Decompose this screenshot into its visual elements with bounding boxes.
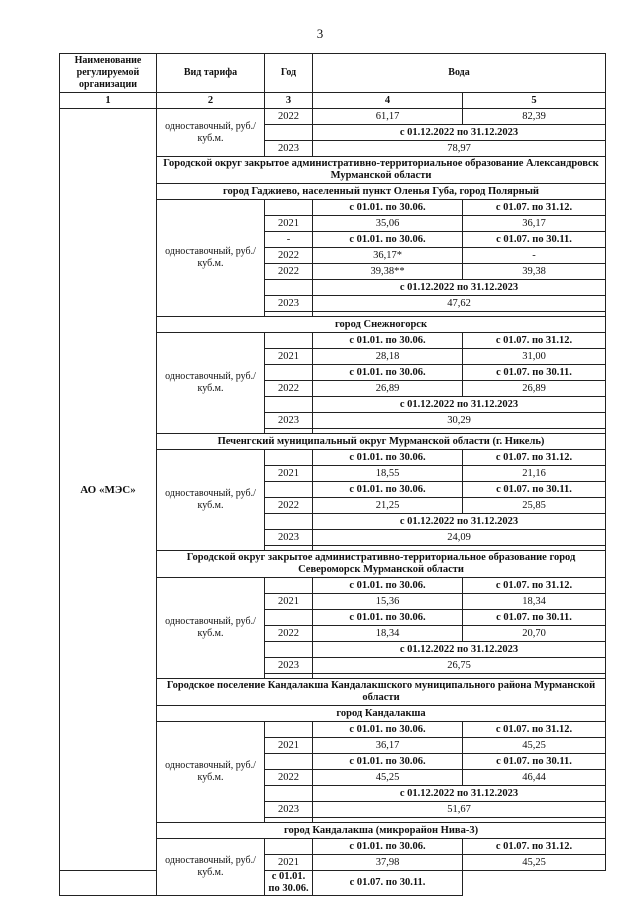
tariff-kind: одноставочный, руб./куб.м. <box>157 333 265 434</box>
value-cell: 51,67 <box>313 802 606 818</box>
section-title: Городское поселение Кандалакша Кандалакшского муниципального района Мурманской области <box>157 679 606 706</box>
period-label: с 01.01. по 30.06. <box>313 610 463 626</box>
section-subtitle: город Кандалакша <box>157 706 606 722</box>
section-subtitle: город Гаджиево, населенный пункт Оленья Губа, город Полярный <box>157 184 606 200</box>
year-cell: 2022 <box>265 498 313 514</box>
value-cell: 24,09 <box>313 530 606 546</box>
value-cell: 18,34 <box>463 594 606 610</box>
value-cell: 28,18 <box>313 349 463 365</box>
period-label: с 01.01. по 30.06. <box>313 365 463 381</box>
period-range: с 01.12.2022 по 31.12.2023 <box>313 280 606 296</box>
year-cell: 2021 <box>265 466 313 482</box>
value-cell: 47,62 <box>313 296 606 312</box>
year-cell: 2023 <box>265 296 313 312</box>
year-cell: 2022 <box>265 248 313 264</box>
tariff-kind: одноставочный, руб./куб.м. <box>157 839 265 896</box>
value-cell: 45,25 <box>463 738 606 754</box>
period-label: с 01.07. по 31.12. <box>463 333 606 349</box>
year-cell: 2022 <box>265 264 313 280</box>
period-label: с 01.07. по 30.11. <box>463 754 606 770</box>
value-cell: 15,36 <box>313 594 463 610</box>
section-title: город Снежногорск <box>157 317 606 333</box>
value-cell: - <box>463 248 606 264</box>
column-number: 2 <box>157 93 265 109</box>
period-label: с 01.01. по 30.06. <box>313 200 463 216</box>
value-cell: 39,38 <box>463 264 606 280</box>
year-cell: 2022 <box>265 109 313 125</box>
period-label: с 01.07. по 30.11. <box>463 482 606 498</box>
value-cell: 45,25 <box>463 855 606 871</box>
value-cell: 82,39 <box>463 109 606 125</box>
organization-name: АО «МЭС» <box>60 109 157 871</box>
year-cell: 2023 <box>265 141 313 157</box>
value-cell: 35,06 <box>313 216 463 232</box>
year-cell: 2021 <box>265 216 313 232</box>
period-label: с 01.07. по 31.12. <box>463 200 606 216</box>
period-label: с 01.07. по 30.11. <box>463 610 606 626</box>
value-cell: 26,89 <box>313 381 463 397</box>
period-label: с 01.01. по 30.06. <box>313 578 463 594</box>
period-label: с 01.01. по 30.06. <box>313 482 463 498</box>
value-cell: 20,70 <box>463 626 606 642</box>
period-range: с 01.12.2022 по 31.12.2023 <box>313 397 606 413</box>
year-cell: 2021 <box>265 855 313 871</box>
tariff-kind: одноставочный, руб./куб.м. <box>157 450 265 551</box>
value-cell: 26,75 <box>313 658 606 674</box>
period-label: с 01.01. по 30.06. <box>313 232 463 248</box>
value-cell: 78,97 <box>313 141 606 157</box>
section-title: Печенгский муниципальный округ Мурманской области (г. Никель) <box>157 434 606 450</box>
year-cell: 2023 <box>265 658 313 674</box>
year-cell: 2023 <box>265 802 313 818</box>
column-number: 3 <box>265 93 313 109</box>
section-title: Городской округ закрытое административно-территориальное образование Александровск Мурманской области <box>157 157 606 184</box>
year-cell: 2021 <box>265 594 313 610</box>
value-cell: 46,44 <box>463 770 606 786</box>
year-cell: 2023 <box>265 530 313 546</box>
tariff-kind: одноставочный, руб./куб.м. <box>157 722 265 823</box>
year-cell: 2022 <box>265 381 313 397</box>
value-cell: 36,17* <box>313 248 463 264</box>
period-label: с 01.07. по 30.11. <box>463 232 606 248</box>
value-cell: 37,98 <box>313 855 463 871</box>
value-cell: 45,25 <box>313 770 463 786</box>
period-label: с 01.07. по 30.11. <box>313 871 463 896</box>
period-label: с 01.01. по 30.06. <box>313 754 463 770</box>
period-range: с 01.12.2022 по 31.12.2023 <box>313 514 606 530</box>
section-title: Городской округ закрытое административно-территориальное образование город Североморск Мурманской области <box>157 551 606 578</box>
value-cell: 26,89 <box>463 381 606 397</box>
value-cell: 31,00 <box>463 349 606 365</box>
year-cell: 2022 <box>265 626 313 642</box>
section-title: город Кандалакша (микрорайон Нива-3) <box>157 823 606 839</box>
value-cell: 36,17 <box>313 738 463 754</box>
tariff-kind: одноставочный, руб./куб.м. <box>157 578 265 679</box>
period-label: с 01.07. по 30.11. <box>463 365 606 381</box>
period-label: с 01.01. по 30.06. <box>313 839 463 855</box>
period-label: с 01.01. по 30.06. <box>313 450 463 466</box>
period-label: с 01.01. по 30.06. <box>313 333 463 349</box>
page-number: 3 <box>316 26 324 41</box>
value-cell: 21,16 <box>463 466 606 482</box>
column-number: 5 <box>463 93 606 109</box>
tariff-kind: одноставочный, руб./куб.м. <box>157 200 265 317</box>
header-org: Наименование регулируемой организации <box>60 54 157 93</box>
year-cell: 2022 <box>265 770 313 786</box>
period-range: с 01.12.2022 по 31.12.2023 <box>313 642 606 658</box>
column-number: 4 <box>313 93 463 109</box>
value-cell: 18,55 <box>313 466 463 482</box>
header-water: Вода <box>313 54 606 93</box>
value-cell: 21,25 <box>313 498 463 514</box>
column-number: 1 <box>60 93 157 109</box>
value-cell: 25,85 <box>463 498 606 514</box>
year-cell: 2023 <box>265 413 313 429</box>
period-label: с 01.01. по 30.06. <box>313 722 463 738</box>
period-label: с 01.01. по 30.06. <box>265 871 313 896</box>
value-cell: 39,38** <box>313 264 463 280</box>
tariff-table <box>59 53 606 896</box>
header-year: Год <box>265 54 313 93</box>
header-kind: Вид тарифа <box>157 54 265 93</box>
value-cell: 61,17 <box>313 109 463 125</box>
period-label: с 01.07. по 31.12. <box>463 578 606 594</box>
value-cell: 18,34 <box>313 626 463 642</box>
period-range: с 01.12.2022 по 31.12.2023 <box>313 786 606 802</box>
year-cell: 2021 <box>265 738 313 754</box>
value-cell: 30,29 <box>313 413 606 429</box>
period-label: с 01.07. по 31.12. <box>463 839 606 855</box>
year-cell: - <box>265 232 313 248</box>
tariff-kind: одноставочный, руб./куб.м. <box>157 109 265 157</box>
year-cell: 2021 <box>265 349 313 365</box>
value-cell: 36,17 <box>463 216 606 232</box>
period-label: с 01.07. по 31.12. <box>463 450 606 466</box>
period-label: с 01.07. по 31.12. <box>463 722 606 738</box>
period-range: с 01.12.2022 по 31.12.2023 <box>313 125 606 141</box>
